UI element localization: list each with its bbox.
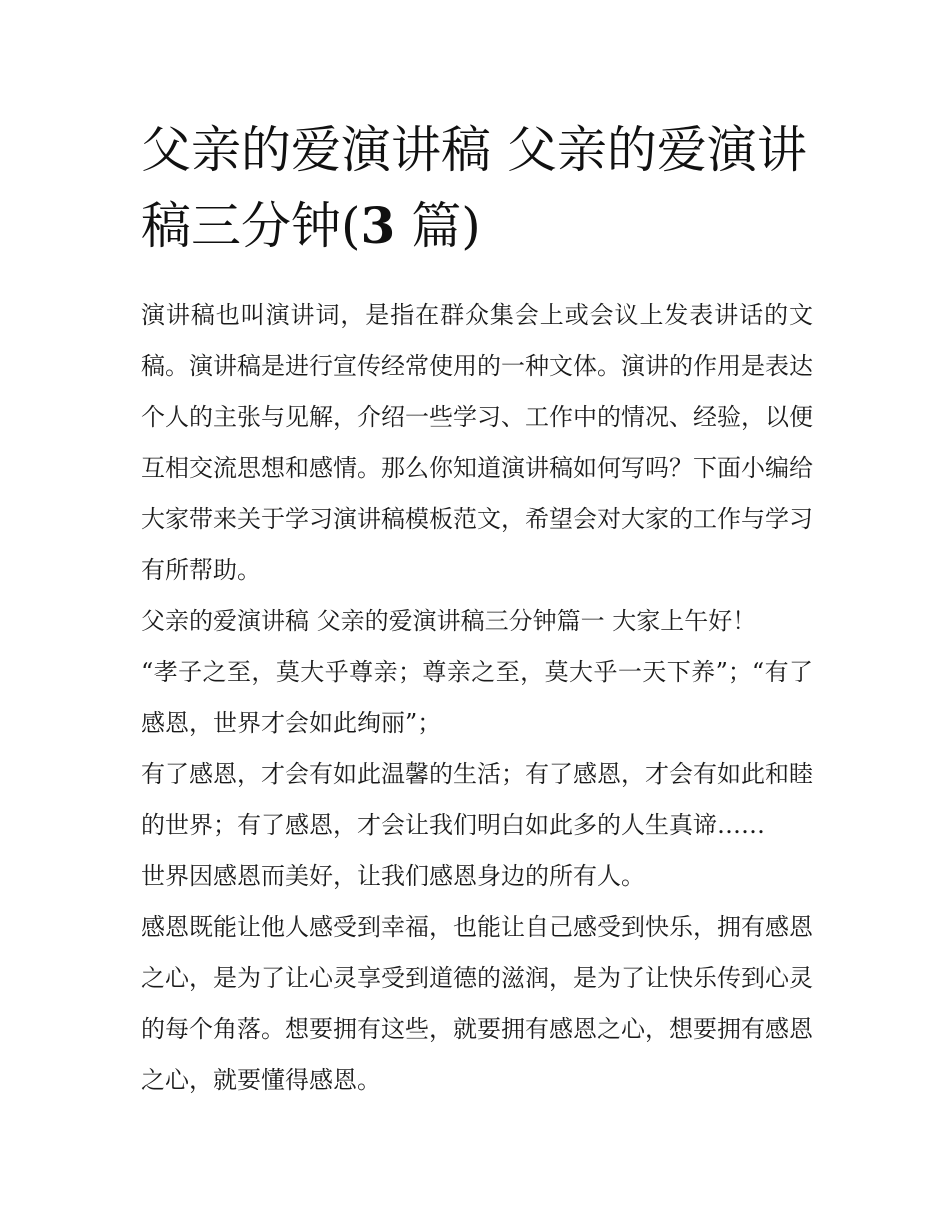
title-count: 3 (360, 196, 396, 255)
world-paragraph: 世界因感恩而美好，让我们感恩身边的所有人。 (141, 862, 645, 890)
document-page (141, 112, 813, 1106)
quote-paragraph: “孝子之至，莫大乎尊亲；尊亲之至，莫大乎一天下养”；“有了感恩，世界才会如此绚丽”； (141, 658, 813, 737)
gratitude-paragraph: 有了感恩，才会有如此温馨的生活；有了感恩，才会有如此和睦的世界；有了感恩，才会让我们明白如此多的人生真谛…… (141, 760, 813, 839)
intro-paragraph: 演讲稿也叫演讲词，是指在群众集会上或会议上发表讲话的文稿。演讲稿是进行宣传经常使用的一种文体。演讲的作用是表达个人的主张与见解，介绍一些学习、工作中的情况、经验，以便互相交流思想和感情。那么你知道演讲稿如何写吗？下面小编给大家带来关于学习演讲稿模板范文，希望会对大家的工作与学习有所帮助。 (141, 301, 813, 584)
title-suffix: 篇) (395, 197, 481, 255)
document-title (141, 112, 813, 264)
title-text: 父亲的爱演讲稿 父亲的爱演讲稿三分钟( (141, 121, 807, 255)
document-body (141, 290, 813, 1106)
section-heading-paragraph: 父亲的爱演讲稿 父亲的爱演讲稿三分钟篇一 大家上午好！ (141, 607, 757, 635)
closing-paragraph: 感恩既能让他人感受到幸福，也能让自己感受到快乐，拥有感恩之心，是为了让心灵享受到道德的滋润，是为了让快乐传到心灵的每个角落。想要拥有这些，就要拥有感恩之心，想要拥有感恩之心，就要懂得感恩。 (141, 913, 813, 1094)
